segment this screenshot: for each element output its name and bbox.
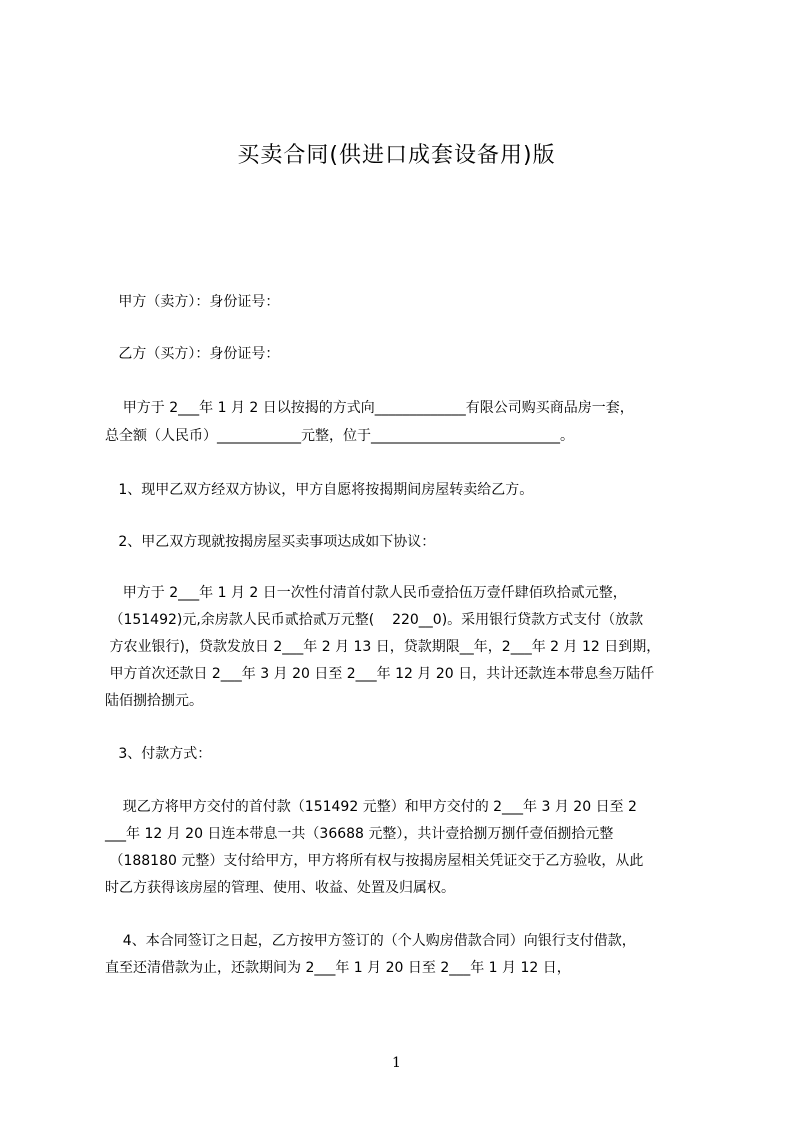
paragraph-line: 总全额（人民币）____________元整，位于___________________________。 xyxy=(105,428,574,444)
page-number: 1 xyxy=(392,1055,401,1071)
paragraph-line: 直至还清借款为止，还款期间为 2___年 1 月 20 日至 2___年 1 月 12 日， xyxy=(105,960,571,976)
clause-1-line: 1、现甲乙双方经双方协议，甲方自愿将按揭期间房屋转卖给乙方。 xyxy=(105,482,534,498)
paragraph-line: 方农业银行)，贷款发放日 2___年 2 月 13 日，贷款期限__年，2___年 2 月 12 日到期， xyxy=(105,639,661,655)
paragraph-line: 现乙方将甲方交付的首付款（151492 元整）和甲方交付的 2___年 3 月 20 日至 2 xyxy=(105,799,637,815)
party-b-line: 乙方（买方）：身份证号： xyxy=(105,346,280,362)
paragraph-line: （151492)元,余房款人民币贰拾贰万元整( 220__0)。采用银行贷款方式支付（放款 xyxy=(105,612,644,628)
document-title: 买卖合同(供进口成套设备用)版 xyxy=(237,143,556,168)
paragraph-line: ___年 12 月 20 日连本带息一共（36688 元整），共计壹拾捌万捌仟壹佰捌拾元整 xyxy=(105,826,614,842)
clause-2-line: 2、甲乙双方现就按揭房屋买卖事项达成如下协议： xyxy=(105,534,436,550)
clause-3-line: 3、付款方式： xyxy=(105,746,212,762)
paragraph-line: 陆佰捌拾捌元。 xyxy=(105,693,203,709)
paragraph-line: 甲方首次还款日 2___年 3 月 20 日至 2___年 12 月 20 日，共计还款连本带息叁万陆仟 xyxy=(105,666,655,682)
clause-4-line: 4、本合同签订之日起，乙方按甲方签订的（个人购房借款合同）向银行支付借款， xyxy=(105,933,636,949)
paragraph-line: 时乙方获得该房屋的管理、使用、收益、处置及归属权。 xyxy=(105,880,455,896)
paragraph-line: 甲方于 2___年 1 月 2 日一次性付清首付款人民币壹拾伍万壹仟肆佰玖拾贰元整， xyxy=(105,585,627,601)
paragraph-line: 甲方于 2___年 1 月 2 日以按揭的方式向_____________有限公司购买商品房一套， xyxy=(105,400,634,416)
party-a-line: 甲方（卖方）：身份证号： xyxy=(105,294,280,310)
paragraph-line: （188180 元整）支付给甲方，甲方将所有权与按揭房屋相关凭证交于乙方验收，从此 xyxy=(105,853,644,869)
